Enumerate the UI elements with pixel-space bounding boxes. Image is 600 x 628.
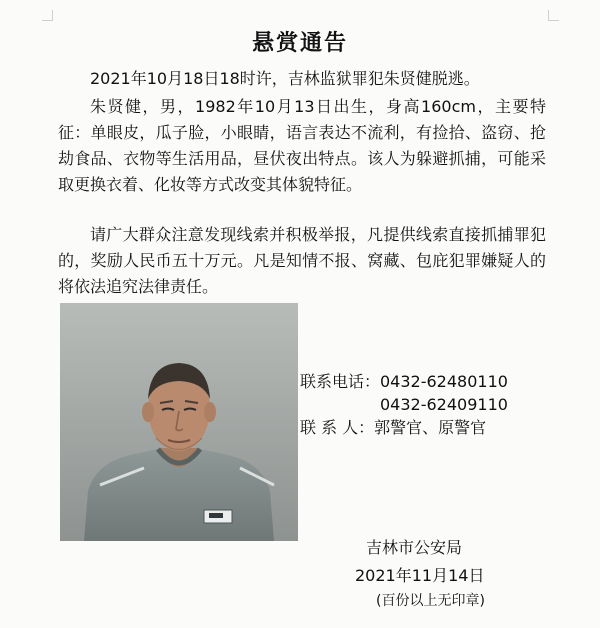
stamp-note: (百份以上无印章) [376,593,485,609]
paragraph-reward-info: 请广大群众注意发现线索并积极举报，凡提供线索直接抓捕罪犯的，奖励人民币五十万元。凡是知情不报、窝藏、包庇犯罪嫌疑人的将依法追究法律责任。 [58,225,546,296]
notice-title: 悬赏通告 [251,31,348,56]
suspect-photo [60,303,298,541]
paragraph-suspect-description: 朱贤健，男，1982年10月13日出生，身高160cm，主要特征：单眼皮，瓜子脸，小眼睛，语言表达不流利，有捡拾、盗窃、抢劫食品、衣物等生活用品，昼伏夜出特点。该人为躲避抓捕，可能采取更换衣着、化妆等方式改变其体貌特征。 [58,97,546,194]
paragraph-escape-time: 2021年10月18日18时许，吉林监狱罪犯朱贤健脱逃。 [90,69,480,88]
contact-person-line: 联 系 人：郭警官、原警官 [300,418,487,437]
contact-phone-line-2: 0432-62409110 [380,395,508,414]
contact-phone-line-1: 联系电话：0432-62480110 [300,372,508,391]
corner-mark-left [42,10,53,21]
suspect-photo-drawing [60,303,298,541]
issuer-name: 吉林市公安局 [366,538,463,557]
corner-mark-right [548,10,559,21]
issue-date: 2021年11月14日 [355,566,485,585]
